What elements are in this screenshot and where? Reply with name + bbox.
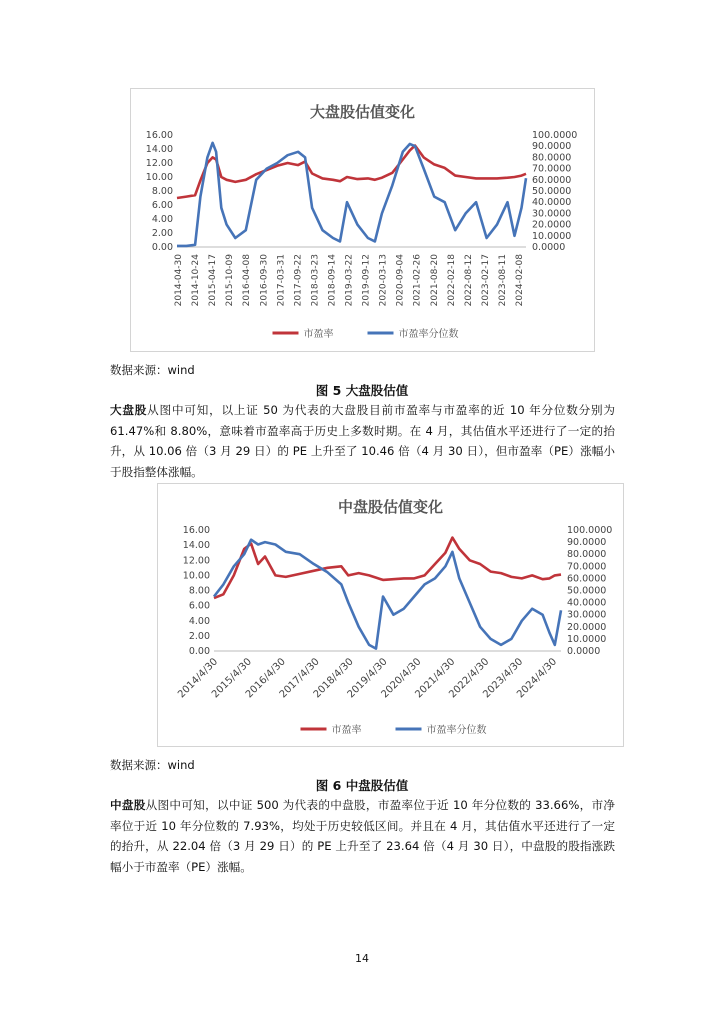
chart-title: 中盘股估值变化 [337, 498, 444, 516]
legend-label: 市盈率 [303, 329, 334, 340]
x-tick-label: 2023-02-17 [480, 254, 491, 307]
x-tick-label: 2022-08-12 [463, 254, 474, 307]
paragraph-large-cap-text: 从图中可知，以上证 50 为代表的大盘股目前市盈率与市盈率的近 10 年分位数分别为 61.47%和 8.80%，意味着市盈率高于历史上多数时期。在 4 月，其估值水平还进行了一定的抬升，从 10.06 倍（3 月 29 日）的 PE 上升至了 10.46 倍（4 月 30 日），但市盈率（PE）涨幅小于股指整体涨幅。 [110, 403, 615, 479]
y-right-tick-label: 90.0000 [567, 537, 607, 549]
y-left-tick-label: 2.00 [188, 630, 210, 642]
y-right-tick-label: 100.0000 [567, 525, 613, 536]
x-tick-label: 2015/4/30 [209, 656, 255, 701]
chart-mid-cap-svg [158, 484, 623, 746]
paragraph-mid-cap-lead: 中盘股 [110, 798, 146, 812]
x-tick-label: 2015-10-09 [225, 254, 236, 307]
y-right-tick-label: 80.0000 [532, 152, 572, 164]
figure-caption-5: 图 5 大盘股估值 [315, 383, 409, 398]
x-tick-label: 2021/4/30 [413, 656, 458, 701]
x-tick-label: 2021-08-20 [429, 254, 440, 307]
source-note-1: 数据来源：wind [110, 363, 195, 377]
x-tick-label: 2014/4/30 [176, 656, 221, 701]
x-tick-label: 2024-02-08 [515, 254, 525, 307]
paragraph-large-cap-lead: 大盘股 [110, 403, 148, 417]
x-tick-label: 2017/4/30 [277, 656, 322, 701]
paragraph-large-cap [110, 400, 615, 482]
y-left-tick-label: 16.00 [145, 130, 173, 141]
x-tick-label: 2018/4/30 [311, 656, 356, 701]
x-tick-label: 2019-03-22 [344, 254, 355, 307]
y-right-tick-label: 20.0000 [532, 219, 572, 231]
y-left-tick-label: 10.00 [145, 172, 173, 183]
y-right-tick-label: 20.0000 [567, 621, 607, 633]
y-right-tick-label: 100.0000 [532, 130, 578, 141]
y-right-tick-label: 0.0000 [567, 646, 601, 657]
y-right-tick-label: 0.0000 [532, 242, 566, 253]
x-tick-label: 2020/4/30 [379, 656, 424, 701]
x-tick-label: 2022/4/30 [447, 656, 492, 701]
chart-large-cap-svg [131, 89, 594, 351]
figure-caption-6: 图 6 中盘股估值 [315, 778, 409, 793]
x-tick-label: 2015-04-17 [208, 254, 219, 307]
series-line-pe [177, 146, 526, 199]
y-right-tick-label: 70.0000 [567, 561, 607, 573]
y-left-tick-label: 14.00 [145, 144, 173, 155]
y-left-tick-label: 6.00 [188, 600, 210, 612]
chart-title: 大盘股估值变化 [309, 103, 416, 121]
x-tick-label: 2014-04-30 [174, 254, 184, 307]
y-left-tick-label: 16.00 [182, 525, 210, 536]
y-right-tick-label: 40.0000 [532, 197, 572, 209]
page-number: 14 [355, 952, 369, 965]
y-left-tick-label: 2.00 [151, 228, 173, 239]
y-right-tick-label: 50.0000 [567, 585, 607, 597]
y-right-tick-label: 60.0000 [532, 174, 572, 186]
source-note-2: 数据来源：wind [110, 758, 195, 772]
x-tick-label: 2020-09-04 [395, 254, 406, 307]
y-right-tick-label: 10.0000 [532, 230, 572, 242]
y-left-tick-label: 4.00 [188, 615, 210, 627]
series-line-percentile [177, 143, 526, 246]
x-tick-label: 2023/4/30 [481, 656, 526, 701]
x-tick-label: 2023-08-11 [497, 254, 508, 307]
y-left-tick-label: 0.00 [151, 242, 173, 253]
x-tick-label: 2024/4/30 [515, 656, 560, 701]
x-tick-label: 2019-09-12 [361, 253, 372, 307]
y-right-tick-label: 80.0000 [567, 549, 607, 561]
chart-mid-cap [157, 483, 624, 747]
x-tick-label: 2017-03-31 [276, 254, 287, 307]
series-line-pe [214, 538, 561, 599]
y-right-tick-label: 60.0000 [567, 573, 607, 585]
x-tick-label: 2020-03-13 [378, 254, 389, 307]
paragraph-mid-cap-text: 从图中可知，以中证 500 为代表的中盘股，市盈率位于近 10 年分位数的 33.66%，市净率位于近 10 年分位数的 7.93%，均处于历史较低区间。并且在 4 月，其估值水平还进行了一定的抬升，从 22.04 倍（3 月 29 日）的 PE 上升至了 23.64 倍（4 月 30 日），中盘股的股指涨跌幅小于市盈率（PE）涨幅。 [110, 798, 615, 874]
y-left-tick-label: 12.00 [182, 555, 210, 567]
chart-large-cap [130, 88, 595, 352]
y-right-tick-label: 30.0000 [532, 208, 572, 220]
x-tick-label: 2016/4/30 [243, 656, 288, 701]
x-tick-label: 2018-09-14 [327, 254, 338, 307]
y-left-tick-label: 10.00 [182, 570, 210, 582]
y-right-tick-label: 90.0000 [532, 141, 572, 153]
y-right-tick-label: 40.0000 [567, 597, 607, 609]
x-tick-label: 2016-09-30 [259, 254, 270, 307]
y-left-tick-label: 6.00 [151, 200, 173, 211]
x-tick-label: 2014-10-24 [191, 254, 202, 307]
y-right-tick-label: 30.0000 [567, 609, 607, 621]
y-left-tick-label: 14.00 [182, 540, 210, 552]
y-left-tick-label: 0.00 [188, 646, 210, 657]
y-left-tick-label: 8.00 [188, 585, 210, 597]
x-tick-label: 2018-03-23 [310, 254, 321, 307]
legend-label: 市盈率分位数 [426, 725, 487, 736]
legend-label: 市盈率分位数 [398, 329, 459, 340]
x-tick-label: 2021-02-26 [412, 254, 423, 307]
paragraph-mid-cap [110, 795, 615, 877]
legend-label: 市盈率 [331, 725, 362, 736]
y-right-tick-label: 10.0000 [567, 633, 607, 645]
x-tick-label: 2017-09-22 [293, 254, 304, 307]
x-tick-label: 2022-02-18 [446, 254, 457, 307]
y-right-tick-label: 70.0000 [532, 163, 572, 175]
y-left-tick-label: 12.00 [145, 158, 173, 169]
y-left-tick-label: 8.00 [151, 186, 173, 197]
x-tick-label: 2019/4/30 [345, 656, 390, 701]
y-right-tick-label: 50.0000 [532, 186, 572, 197]
y-left-tick-label: 4.00 [151, 214, 173, 225]
x-tick-label: 2016-04-08 [242, 254, 253, 307]
